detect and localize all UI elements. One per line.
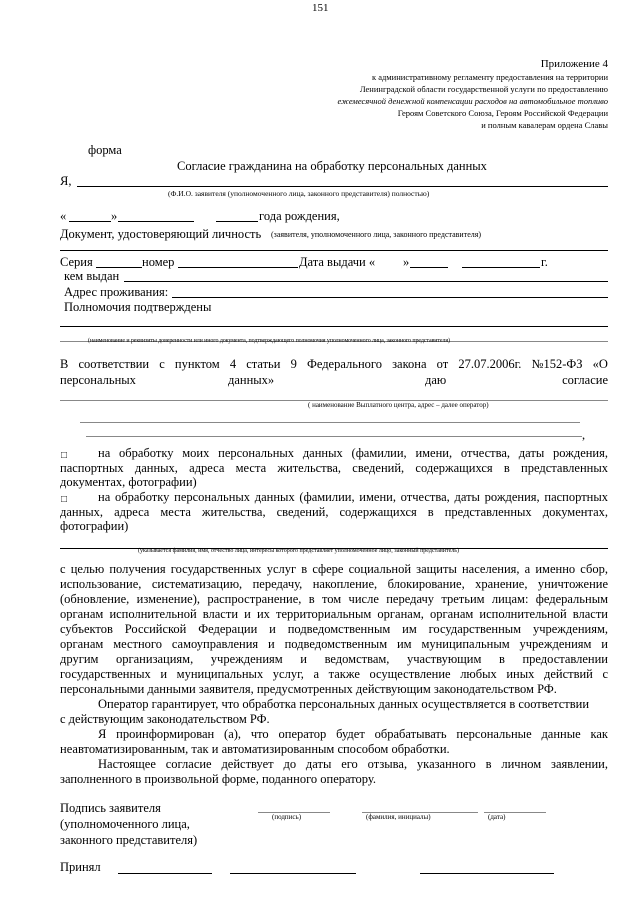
validity-line1: Настоящее согласие действует до даты его отзыва, указанного в личном заявлении, [98, 757, 608, 771]
page-number: 151 [312, 2, 329, 14]
appendix-line: ежемесячной денежной компенсации расходов на автомобильное топливо [337, 96, 608, 106]
document-title: Согласие гражданина на обработку персональных данных [177, 159, 487, 173]
body-line: органам местного самоуправления и подведомственным им муниципальным учреждениям и [60, 637, 608, 651]
option2-line1: на обработку персональных данных (фамилии, имени, отчества, даты рождения, паспортных [98, 490, 608, 504]
powers-label: Полномочия подтверждены [64, 300, 212, 314]
issue-year-field[interactable] [462, 267, 540, 268]
identity-doc-label: Документ, удостоверяющий личность [60, 227, 262, 241]
identity-doc-field[interactable] [60, 250, 608, 251]
option2-checkbox[interactable]: □ [61, 494, 68, 505]
signature-hint: (подпись) [272, 813, 302, 821]
address-label: Адрес проживания: [64, 285, 169, 299]
informed-line2: неавтоматизированным, так и автоматизированным способом обработки. [60, 742, 450, 756]
signature-label-2: (уполномоченного лица, [60, 817, 190, 831]
appendix-title: Приложение 4 [540, 58, 608, 70]
represented-person-hint: (указывается фамилия, имя, отчество лица, интересы которого представляет уполномоченное лицо, законный представитель) [138, 548, 460, 554]
series-label: Серия [60, 255, 93, 269]
birth-open-quote: « [60, 209, 67, 223]
form-label: форма [88, 143, 122, 157]
body-line: с целью получения государственных услуг в сфере социальной защиты населения, а именно сбор, [60, 562, 608, 576]
body-line: другим организациям, учреждениям и ведомствам, участвующим в предоставлении [60, 652, 608, 666]
number-field[interactable] [178, 267, 298, 268]
operator-field-2[interactable] [80, 422, 580, 423]
issue-close-quote: » [403, 255, 410, 269]
birth-close-quote: » [111, 209, 118, 223]
appendix-line: к административному регламенту предоставления на территории [371, 72, 608, 82]
birth-label: года рождения, [259, 209, 340, 223]
date-hint: (дата) [488, 813, 506, 821]
year-suffix: г. [541, 255, 548, 269]
operator-field-3[interactable] [86, 436, 582, 437]
appendix-line: Ленинградской области государственной услуги по предоставлению [359, 84, 608, 94]
fio-hint: (Ф.И.О. заявителя (уполномоченного лица, законного представителя) полностью) [168, 189, 430, 198]
option1-checkbox[interactable]: □ [61, 450, 68, 461]
issued-by-label: кем выдан [64, 269, 120, 283]
ya-label: Я, [60, 174, 72, 188]
validity-line2: заполненного в произвольной форме, поданного оператору. [60, 772, 376, 786]
body-line: государственных и муниципальных услуг, а также осуществление любых иных действий с [60, 667, 608, 681]
body-line: (обновление, изменение), распространение, в том числе передачу третьим лицам: федеральным [60, 592, 608, 606]
signature-label-3: законного представителя) [60, 833, 198, 847]
accepted-field-1[interactable] [118, 873, 212, 874]
accepted-field-3[interactable] [420, 873, 554, 874]
issue-date-label: Дата выдачи « [299, 255, 376, 269]
operator-guarantee-line1: Оператор гарантирует, что обработка персональных данных осуществляется в соответствии [98, 697, 590, 711]
series-field[interactable] [96, 267, 142, 268]
body-line: субъектов Российской Федерации и подведомственным им государственным учреждениям, [60, 622, 608, 636]
birth-year-field[interactable] [216, 221, 258, 222]
issued-by-field[interactable] [124, 281, 608, 282]
option1-line1: на обработку моих персональных данных (фамилии, имени, отчества, даты рождения, [98, 446, 608, 460]
accepted-field-2[interactable] [230, 873, 356, 874]
option2-line2: данных, адреса места жительства, сведений, содержащихся в представленных документах, [60, 505, 608, 519]
body-line: использование, систематизацию, передачу, накопление, блокирование, хранение, уничтожение [60, 577, 608, 591]
operator-hint: ( наименование Выплатного центра, адрес – далее оператор) [308, 401, 489, 409]
number-label: номер [142, 255, 175, 269]
appendix-line: Героям Советского Союза, Героям Российской Федерации [397, 108, 608, 118]
powers-field[interactable] [60, 326, 608, 327]
name-hint: (фамилия, инициалы) [366, 813, 431, 821]
fio-field[interactable] [77, 186, 608, 187]
operator-comma: , [582, 428, 586, 442]
address-field[interactable] [172, 297, 608, 298]
powers-hint: (наименование и реквизиты доверенности или иного документа, подтверждающего полномочия уполномоченного лица, законного представителя) [88, 338, 450, 344]
body-last-line: персональными данными заявителя, предусмотренных действующим законодательством РФ. [60, 682, 557, 696]
informed-line1: Я проинформирован (а), что оператор будет обрабатывать персональные данные как [98, 727, 608, 741]
option1-line2: паспортных данных, адреса места жительства, сведений, содержащихся в представленных [60, 461, 608, 475]
birth-month-field[interactable] [118, 221, 194, 222]
birth-day-field[interactable] [69, 221, 111, 222]
issue-month-field[interactable] [410, 267, 448, 268]
operator-guarantee-line2: с действующим законодательством РФ. [60, 712, 270, 726]
accepted-label: Принял [60, 860, 101, 874]
consent-intro-line1: В соответствии с пунктом 4 статьи 9 Федерального закона от 27.07.2006г. №152-ФЗ «О [60, 357, 608, 371]
option1-line3: документах, фотографии) [60, 475, 197, 489]
body-line: органам исполнительной власти и их территориальным органам, органам исполнительной власти [60, 607, 608, 621]
appendix-line: и полным кавалерам ордена Славы [481, 120, 608, 130]
identity-doc-hint: (заявителя, уполномоченного лица, законного представителя) [271, 230, 482, 239]
signature-label-1: Подпись заявителя [60, 801, 161, 815]
option2-line3: фотографии) [60, 519, 129, 533]
